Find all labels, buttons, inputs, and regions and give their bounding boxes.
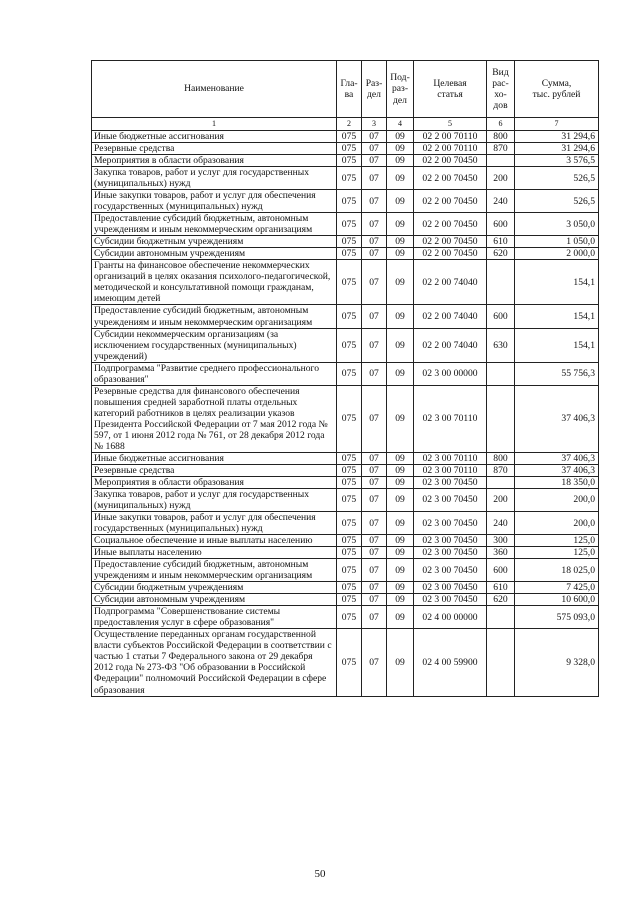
cell-section: 07 [362,260,387,305]
cell-chapter: 075 [337,488,362,511]
cell-section: 07 [362,385,387,452]
cell-expense-type [487,260,515,305]
cell-expense-type [487,606,515,629]
cell-subsection: 09 [387,488,414,511]
cell-target: 02 4 00 59900 [414,629,487,696]
cell-section: 07 [362,512,387,535]
cell-expense-type [487,629,515,696]
cell-target: 02 3 00 70450 [414,488,487,511]
cell-subsection: 09 [387,143,414,155]
cell-expense-type: 610 [487,236,515,248]
table-row [92,594,599,606]
table-row [92,547,599,559]
table-row [92,305,599,328]
column-number: 2 [337,118,362,131]
column-number: 4 [387,118,414,131]
cell-chapter: 075 [337,476,362,488]
cell-target: 02 3 00 70450 [414,559,487,582]
cell-chapter: 075 [337,547,362,559]
cell-target: 02 3 00 70450 [414,582,487,594]
cell-target: 02 3 00 70450 [414,535,487,547]
cell-chapter: 075 [337,464,362,476]
cell-amount: 10 600,0 [515,594,599,606]
cell-name: Предоставление субсидий бюджетным, автономным учреждениям и иным некоммерческим организациям [92,305,337,328]
table-row [92,488,599,511]
table-row [92,143,599,155]
cell-name: Иные закупки товаров, работ и услуг для обеспечения государственных (муниципальных) нужд [92,512,337,535]
cell-name: Субсидии некоммерческим организациям (за исключением государственных (муниципальных) учреждений) [92,328,337,362]
cell-subsection: 09 [387,594,414,606]
column-number: 3 [362,118,387,131]
cell-expense-type: 870 [487,464,515,476]
cell-chapter: 075 [337,131,362,143]
cell-name: Мероприятия в области образования [92,476,337,488]
cell-chapter: 075 [337,559,362,582]
header-amount: Сумма, тыс. рублей [515,61,599,118]
cell-section: 07 [362,328,387,362]
table-row [92,155,599,167]
cell-chapter: 075 [337,606,362,629]
cell-amount: 18 350,0 [515,476,599,488]
cell-chapter: 075 [337,328,362,362]
cell-name: Закупка товаров, работ и услуг для государственных (муниципальных) нужд [92,167,337,190]
cell-expense-type: 600 [487,305,515,328]
cell-chapter: 075 [337,190,362,213]
cell-section: 07 [362,305,387,328]
column-number: 7 [515,118,599,131]
cell-section: 07 [362,213,387,236]
table-row [92,236,599,248]
cell-target: 02 2 00 74040 [414,328,487,362]
cell-target: 02 2 00 70450 [414,248,487,260]
header-target: Целевая статья [414,61,487,118]
cell-name: Иные бюджетные ассигнования [92,452,337,464]
cell-expense-type: 620 [487,248,515,260]
cell-name: Подпрограмма "Совершенствование системы предоставления услуг в сфере образования" [92,606,337,629]
table-row [92,260,599,305]
cell-section: 07 [362,248,387,260]
cell-subsection: 09 [387,464,414,476]
cell-amount: 526,5 [515,190,599,213]
cell-name: Иные бюджетные ассигнования [92,131,337,143]
cell-section: 07 [362,606,387,629]
cell-name: Резервные средства [92,464,337,476]
cell-section: 07 [362,155,387,167]
cell-subsection: 09 [387,213,414,236]
cell-amount: 7 425,0 [515,582,599,594]
table-row [92,512,599,535]
cell-amount: 18 025,0 [515,559,599,582]
cell-name: Резервные средства [92,143,337,155]
cell-expense-type: 630 [487,328,515,362]
cell-amount: 2 000,0 [515,248,599,260]
cell-target: 02 3 00 70110 [414,452,487,464]
cell-subsection: 09 [387,547,414,559]
cell-target: 02 3 00 70110 [414,464,487,476]
cell-chapter: 075 [337,213,362,236]
table-row [92,328,599,362]
cell-expense-type: 800 [487,131,515,143]
cell-section: 07 [362,594,387,606]
header-expense-type: Вид рас- хо- дов [487,61,515,118]
cell-chapter: 075 [337,512,362,535]
cell-name: Предоставление субсидий бюджетным, автономным учреждениям и иным некоммерческим организациям [92,213,337,236]
table-row [92,385,599,452]
cell-target: 02 2 00 70450 [414,213,487,236]
table-row [92,559,599,582]
cell-amount: 154,1 [515,260,599,305]
cell-name: Субсидии автономным учреждениям [92,594,337,606]
cell-name: Мероприятия в области образования [92,155,337,167]
cell-subsection: 09 [387,535,414,547]
cell-amount: 125,0 [515,535,599,547]
cell-expense-type [487,385,515,452]
cell-amount: 200,0 [515,512,599,535]
cell-name: Осуществление переданных органам государственной власти субъектов Российской Федерации в соответствии с частью 1 статьи 7 Федерального закона от 29 декабря 2012 года № 273-ФЗ "Об образовании в Российской Федерации" полномочий Российской Федерации в сфере образования [92,629,337,696]
cell-target: 02 2 00 70110 [414,143,487,155]
cell-amount: 200,0 [515,488,599,511]
table-row [92,476,599,488]
header-chapter: Гла- ва [337,61,362,118]
cell-name: Социальное обеспечение и иные выплаты населению [92,535,337,547]
cell-subsection: 09 [387,476,414,488]
cell-name: Гранты на финансовое обеспечение некоммерческих организаций в целях оказания психолого-педагогической, методической и консультативной помощи гражданам, имеющим детей [92,260,337,305]
cell-subsection: 09 [387,305,414,328]
cell-target: 02 3 00 70450 [414,476,487,488]
cell-name: Субсидии бюджетным учреждениям [92,582,337,594]
column-number: 6 [487,118,515,131]
cell-expense-type: 200 [487,488,515,511]
cell-section: 07 [362,464,387,476]
cell-expense-type: 800 [487,452,515,464]
cell-section: 07 [362,190,387,213]
cell-chapter: 075 [337,629,362,696]
cell-section: 07 [362,131,387,143]
cell-chapter: 075 [337,143,362,155]
cell-target: 02 3 00 70110 [414,385,487,452]
cell-section: 07 [362,167,387,190]
cell-chapter: 075 [337,167,362,190]
header-name: Наименование [92,61,337,118]
cell-target: 02 2 00 74040 [414,305,487,328]
cell-section: 07 [362,362,387,385]
cell-amount: 9 328,0 [515,629,599,696]
cell-subsection: 09 [387,155,414,167]
cell-name: Субсидии бюджетным учреждениям [92,236,337,248]
cell-expense-type: 620 [487,594,515,606]
cell-target: 02 3 00 70450 [414,512,487,535]
cell-subsection: 09 [387,629,414,696]
cell-amount: 3 576,5 [515,155,599,167]
table-row [92,452,599,464]
cell-target: 02 2 00 74040 [414,260,487,305]
cell-amount: 125,0 [515,547,599,559]
cell-subsection: 09 [387,385,414,452]
table-header-row [92,61,599,118]
cell-section: 07 [362,143,387,155]
cell-target: 02 3 00 70450 [414,547,487,559]
cell-section: 07 [362,236,387,248]
cell-amount: 154,1 [515,328,599,362]
column-number-row [92,118,599,131]
cell-chapter: 075 [337,305,362,328]
cell-name: Закупка товаров, работ и услуг для государственных (муниципальных) нужд [92,488,337,511]
cell-amount: 31 294,6 [515,131,599,143]
budget-table [91,60,599,697]
cell-target: 02 4 00 00000 [414,606,487,629]
cell-section: 07 [362,476,387,488]
table-row [92,190,599,213]
cell-chapter: 075 [337,236,362,248]
column-number: 1 [92,118,337,131]
cell-expense-type: 300 [487,535,515,547]
cell-subsection: 09 [387,248,414,260]
cell-amount: 154,1 [515,305,599,328]
cell-name: Иные закупки товаров, работ и услуг для обеспечения государственных (муниципальных) нужд [92,190,337,213]
cell-amount: 3 050,0 [515,213,599,236]
cell-amount: 575 093,0 [515,606,599,629]
cell-section: 07 [362,629,387,696]
cell-amount: 1 050,0 [515,236,599,248]
cell-amount: 37 406,3 [515,452,599,464]
cell-amount: 31 294,6 [515,143,599,155]
cell-expense-type: 360 [487,547,515,559]
cell-subsection: 09 [387,362,414,385]
cell-subsection: 09 [387,167,414,190]
cell-target: 02 3 00 00000 [414,362,487,385]
cell-target: 02 2 00 70450 [414,236,487,248]
cell-amount: 55 756,3 [515,362,599,385]
cell-subsection: 09 [387,260,414,305]
cell-chapter: 075 [337,248,362,260]
cell-chapter: 075 [337,535,362,547]
table-row [92,167,599,190]
cell-target: 02 2 00 70450 [414,190,487,213]
cell-chapter: 075 [337,452,362,464]
cell-subsection: 09 [387,190,414,213]
table-row [92,606,599,629]
cell-expense-type: 600 [487,559,515,582]
cell-expense-type: 600 [487,213,515,236]
cell-subsection: 09 [387,452,414,464]
cell-expense-type [487,476,515,488]
cell-subsection: 09 [387,236,414,248]
cell-expense-type [487,362,515,385]
cell-name: Подпрограмма "Развитие среднего профессионального образования" [92,362,337,385]
table-row [92,248,599,260]
cell-name: Резервные средства для финансового обеспечения повышения средней заработной платы отдельных категорий работников в целях реализации указов Президента Российской Федерации от 7 мая 2012 года № 597, от 1 июня 2012 года № 761, от 28 декабря 2012 года № 1688 [92,385,337,452]
cell-chapter: 075 [337,362,362,385]
cell-target: 02 2 00 70450 [414,167,487,190]
cell-chapter: 075 [337,260,362,305]
cell-section: 07 [362,535,387,547]
cell-subsection: 09 [387,559,414,582]
cell-expense-type [487,155,515,167]
table-row [92,131,599,143]
cell-section: 07 [362,547,387,559]
cell-subsection: 09 [387,582,414,594]
cell-expense-type: 240 [487,190,515,213]
cell-amount: 37 406,3 [515,385,599,452]
cell-expense-type: 610 [487,582,515,594]
table-row [92,213,599,236]
table-body [92,131,599,697]
cell-chapter: 075 [337,582,362,594]
cell-section: 07 [362,582,387,594]
header-section: Раз- дел [362,61,387,118]
cell-subsection: 09 [387,606,414,629]
cell-amount: 526,5 [515,167,599,190]
table-row [92,535,599,547]
cell-chapter: 075 [337,155,362,167]
cell-expense-type: 200 [487,167,515,190]
table-row [92,629,599,696]
cell-subsection: 09 [387,131,414,143]
cell-target: 02 2 00 70110 [414,131,487,143]
cell-subsection: 09 [387,512,414,535]
cell-expense-type: 870 [487,143,515,155]
cell-name: Субсидии автономным учреждениям [92,248,337,260]
cell-section: 07 [362,488,387,511]
page-number: 50 [314,868,326,880]
cell-subsection: 09 [387,328,414,362]
cell-chapter: 075 [337,385,362,452]
cell-name: Иные выплаты населению [92,547,337,559]
cell-section: 07 [362,559,387,582]
table-row [92,362,599,385]
cell-section: 07 [362,452,387,464]
header-subsection: Под- раз- дел [387,61,414,118]
cell-name: Предоставление субсидий бюджетным, автономным учреждениям и иным некоммерческим организациям [92,559,337,582]
table-row [92,582,599,594]
cell-target: 02 2 00 70450 [414,155,487,167]
cell-chapter: 075 [337,594,362,606]
table-row [92,464,599,476]
cell-amount: 37 406,3 [515,464,599,476]
cell-target: 02 3 00 70450 [414,594,487,606]
column-number: 5 [414,118,487,131]
cell-expense-type: 240 [487,512,515,535]
